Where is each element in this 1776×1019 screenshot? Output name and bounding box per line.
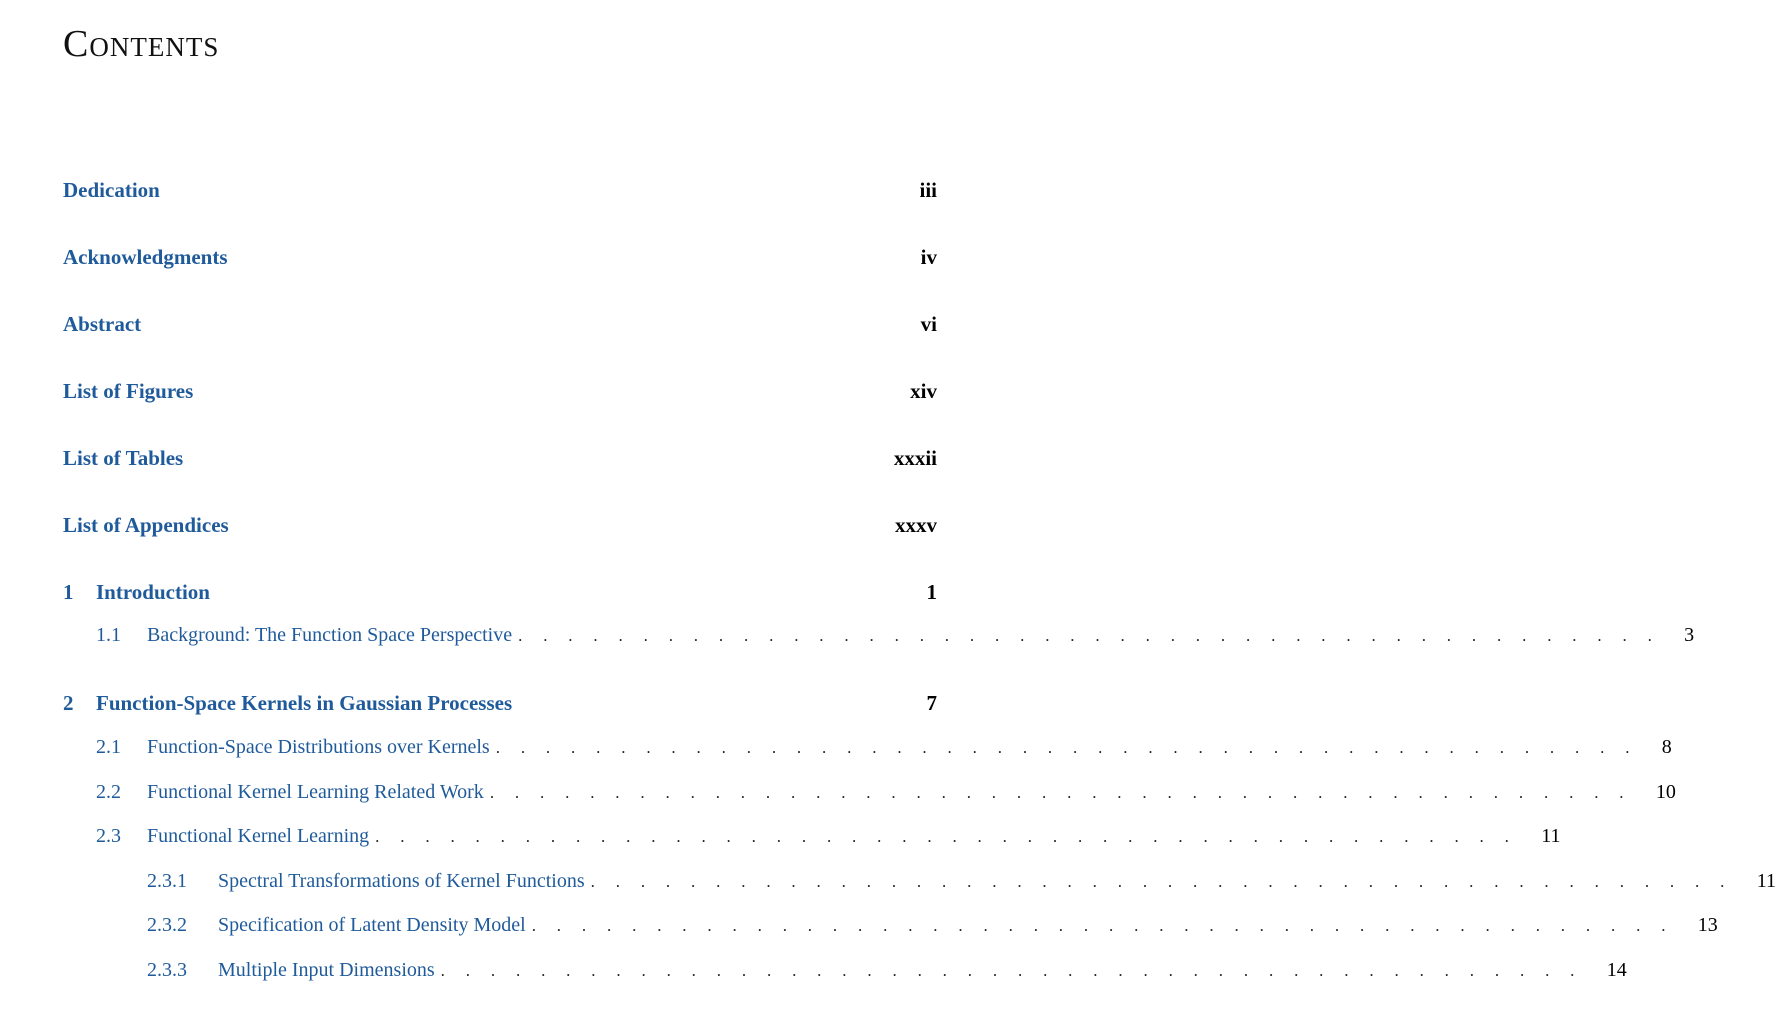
toc-section-number: 2.1	[96, 736, 121, 758]
dot-leader: . . . . . . . . . . . . . . . . . . . . . . . . . . . . . . . . . . . . . . . . . . . . . .	[518, 626, 1661, 645]
toc-subsection-number: 2.3.3	[147, 959, 187, 981]
dot-leader: . . . . . . . . . . . . . . . . . . . . . . . . . . . . . . . . . . . . . . . . . . . . . .	[489, 783, 1632, 802]
toc-subsection-number: 2.3.2	[147, 914, 187, 936]
toc-entry-page: xxxii	[893, 446, 937, 470]
toc-subsection-label[interactable]: Spectral Transformations of Kernel Functions	[218, 870, 585, 892]
toc-chapter-number: 1	[63, 580, 74, 604]
dot-leader: . . . . . . . . . . . . . . . . . . . . . . . . . . . . . . . . . . . . . . . . . . . . . .	[590, 872, 1733, 891]
dot-leader: . . . . . . . . . . . . . . . . . . . . . . . . . . . . . . . . . . . . . . . . . . . . . .	[375, 827, 1518, 846]
toc-section-label[interactable]: Function-Space Distributions over Kernels	[147, 736, 490, 758]
toc-section-page: 10	[1655, 781, 1676, 803]
toc-chapter-label[interactable]: Introduction	[96, 580, 210, 604]
toc-section-label[interactable]: Functional Kernel Learning Related Work	[147, 781, 484, 803]
toc-entry-label[interactable]: Abstract	[63, 312, 142, 336]
toc-subsection-page: 14	[1606, 959, 1627, 981]
toc-entry-list-of-figures[interactable]	[63, 379, 937, 409]
toc-section-page: 11	[1541, 825, 1561, 847]
toc-section-2-3[interactable]	[96, 825, 1561, 855]
toc-section-2-2[interactable]	[96, 781, 1676, 811]
toc-entry-list-of-tables[interactable]	[63, 446, 937, 476]
toc-subsection-label[interactable]: Specification of Latent Density Model	[218, 914, 526, 936]
toc-entry-label[interactable]: List of Tables	[63, 446, 184, 470]
toc-entry-acknowledgments[interactable]	[63, 245, 937, 275]
toc-section-label[interactable]: Functional Kernel Learning	[147, 825, 370, 847]
toc-chapter-page: 1	[926, 580, 937, 604]
toc-entry-page: vi	[920, 312, 937, 336]
toc-subsection-page: 13	[1697, 914, 1718, 936]
toc-subsection-page: 11	[1756, 870, 1776, 892]
toc-chapter-2[interactable]	[63, 691, 937, 721]
toc-section-number: 2.3	[96, 825, 121, 847]
toc-entry-dedication[interactable]	[63, 178, 937, 208]
dot-leader: . . . . . . . . . . . . . . . . . . . . . . . . . . . . . . . . . . . . . . . . . . . . . .	[440, 961, 1583, 980]
toc-subsection-label[interactable]: Multiple Input Dimensions	[218, 959, 435, 981]
toc-entry-page: iii	[919, 178, 937, 202]
toc-chapter-1[interactable]	[63, 580, 937, 610]
toc-section-page: 8	[1661, 736, 1672, 758]
toc-section-label[interactable]: Background: The Function Space Perspective	[147, 624, 513, 646]
toc-section-1-1[interactable]	[96, 624, 1695, 654]
toc-subsection-2-3-3[interactable]	[147, 959, 1627, 989]
toc-entry-label[interactable]: Dedication	[63, 178, 160, 202]
toc-entry-label[interactable]: List of Appendices	[63, 513, 229, 537]
page-title: Contents	[63, 23, 220, 65]
toc-chapter-page: 7	[926, 691, 937, 715]
toc-section-2-1[interactable]	[96, 736, 1672, 766]
toc-section-number: 1.1	[96, 624, 121, 646]
toc-entry-page: xxxv	[895, 513, 937, 537]
toc-subsection-2-3-2[interactable]	[147, 914, 1718, 944]
toc-section-number: 2.2	[96, 781, 121, 803]
dot-leader: . . . . . . . . . . . . . . . . . . . . . . . . . . . . . . . . . . . . . . . . . . . . . .	[531, 916, 1674, 935]
toc-subsection-2-3-1[interactable]	[147, 870, 1776, 900]
toc-entry-label[interactable]: Acknowledgments	[63, 245, 228, 269]
toc-section-page: 3	[1684, 624, 1695, 646]
toc-entry-abstract[interactable]	[63, 312, 937, 342]
toc-subsection-number: 2.3.1	[147, 870, 187, 892]
toc-chapter-number: 2	[63, 691, 74, 715]
toc-chapter-label[interactable]: Function-Space Kernels in Gaussian Processes	[96, 691, 513, 715]
dot-leader: . . . . . . . . . . . . . . . . . . . . . . . . . . . . . . . . . . . . . . . . . . . . . .	[495, 738, 1638, 757]
toc-entry-label[interactable]: List of Figures	[63, 379, 194, 403]
toc-entry-list-of-appendices[interactable]	[63, 513, 937, 543]
toc-entry-page: iv	[920, 245, 937, 269]
toc-entry-page: xiv	[910, 379, 937, 403]
